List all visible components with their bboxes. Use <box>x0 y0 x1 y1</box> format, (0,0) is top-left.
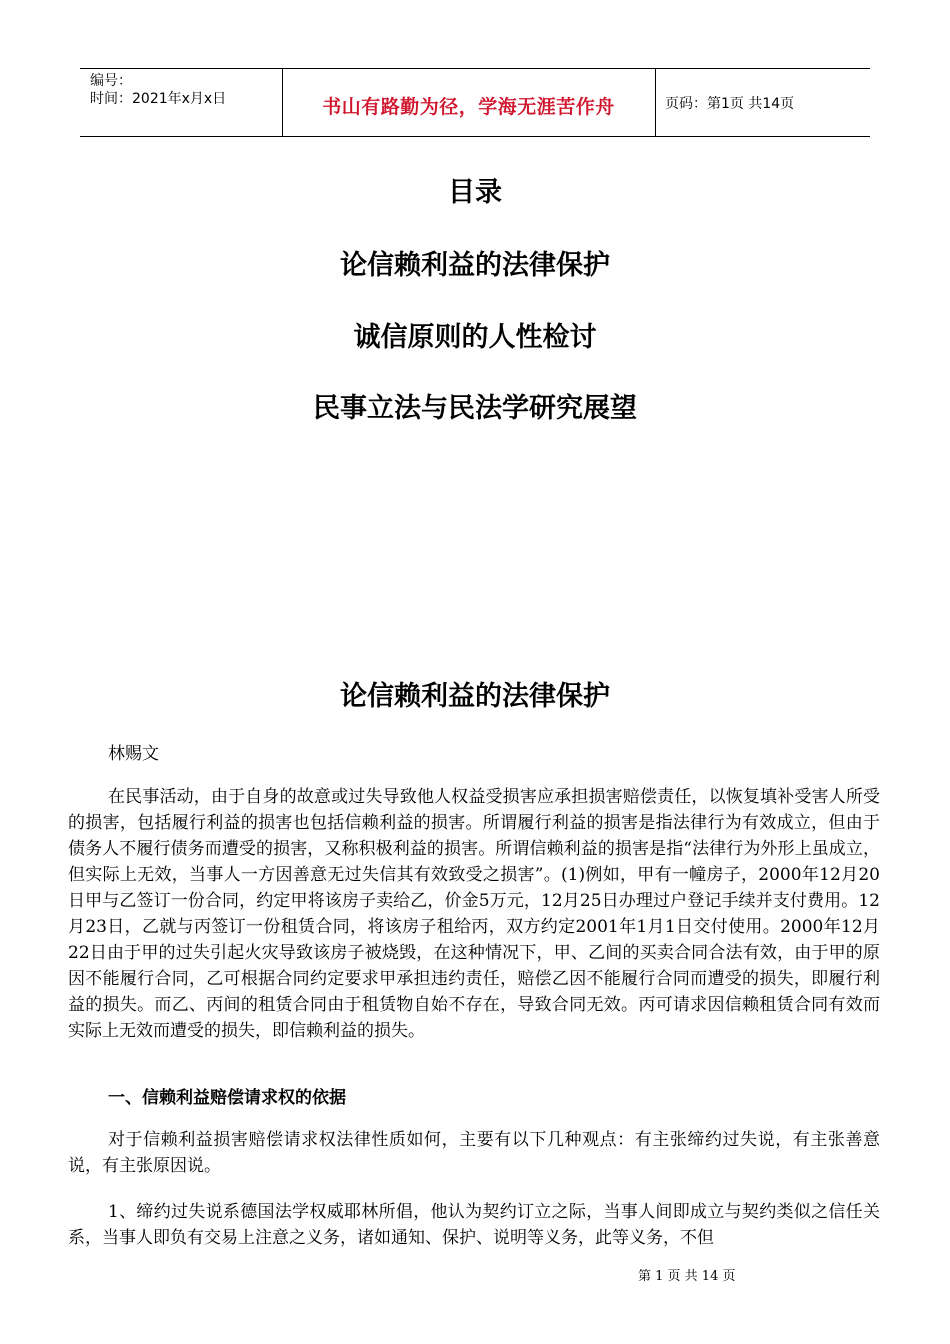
toc-item-2: 诚信原则的人性检讨 <box>353 322 597 353</box>
header-meta <box>90 72 226 108</box>
toc-title: 目录 <box>448 177 502 208</box>
header-date: 时间：2021年x月x日 <box>90 91 227 107</box>
header-page-info: 页码：第1页 共14页 <box>665 96 795 112</box>
article-title: 论信赖利益的法律保护 <box>340 681 610 712</box>
header-top-rule <box>80 68 870 69</box>
paragraph-3: 1、缔约过失说系德国法学权威耶林所倡，他认为契约订立之际，当事人间即成立与契约类似之信任关系，当事人即负有交易上注意之义务，诸如通知、保护、说明等义务，此等义务，不但 <box>68 1202 880 1248</box>
toc-item-3: 民事立法与民法学研究展望 <box>313 393 637 424</box>
article-author: 林赐文 <box>108 744 159 764</box>
header-divider-2 <box>655 68 656 136</box>
section-heading-1: 一、信赖利益赔偿请求权的依据 <box>108 1088 346 1108</box>
footer-page-number: 第 1 页 共 14 页 <box>638 1269 736 1284</box>
paragraph-2: 对于信赖利益损害赔偿请求权法律性质如何，主要有以下几种观点：有主张缔约过失说，有主张善意说，有主张原因说。 <box>68 1130 880 1176</box>
header-number: 编号： <box>90 73 132 89</box>
toc-item-1: 论信赖利益的法律保护 <box>340 250 610 281</box>
header-bottom-rule <box>80 136 870 137</box>
paragraph-1: 在民事活动，由于自身的故意或过失导致他人权益受损害应承担损害赔偿责任，以恢复填补受害人所受的损害，包括履行利益的损害也包括信赖利益的损害。所谓履行利益的损害是指法律行为有效成立，但由于债务人不履行债务而遭受的损害，又称积极利益的损害。所谓信赖利益的损害是指“法律行为外形上虽成立，但实际上无效，当事人一方因善意无过失信其有效致受之损害”。(1)例如，甲有一幢房子，2000年12月20日甲与乙签订一份合同，约定甲将该房子卖给乙，价金5万元，12月25日办理过户登记手续并支付费用。12月23日，乙就与丙签订一份租赁合同，将该房子租给丙，双方约定2001年1月1日交付使用。2000年12月22日由于甲的过失引起火灾导致该房子被烧毁，在这种情况下，甲、乙间的买卖合同合法有效，由于甲的原因不能履行合同，乙可根据合同约定要求甲承担违约责任，赔偿乙因不能履行合同而遭受的损失，即履行利益的损失。而乙、丙间的租赁合同由于租赁物自始不存在，导致合同无效。丙可请求因信赖租赁合同有效而实际上无效而遭受的损失，即信赖利益的损失。 <box>68 787 880 1041</box>
header-motto: 书山有路勤为径，学海无涯苦作舟 <box>322 96 615 118</box>
